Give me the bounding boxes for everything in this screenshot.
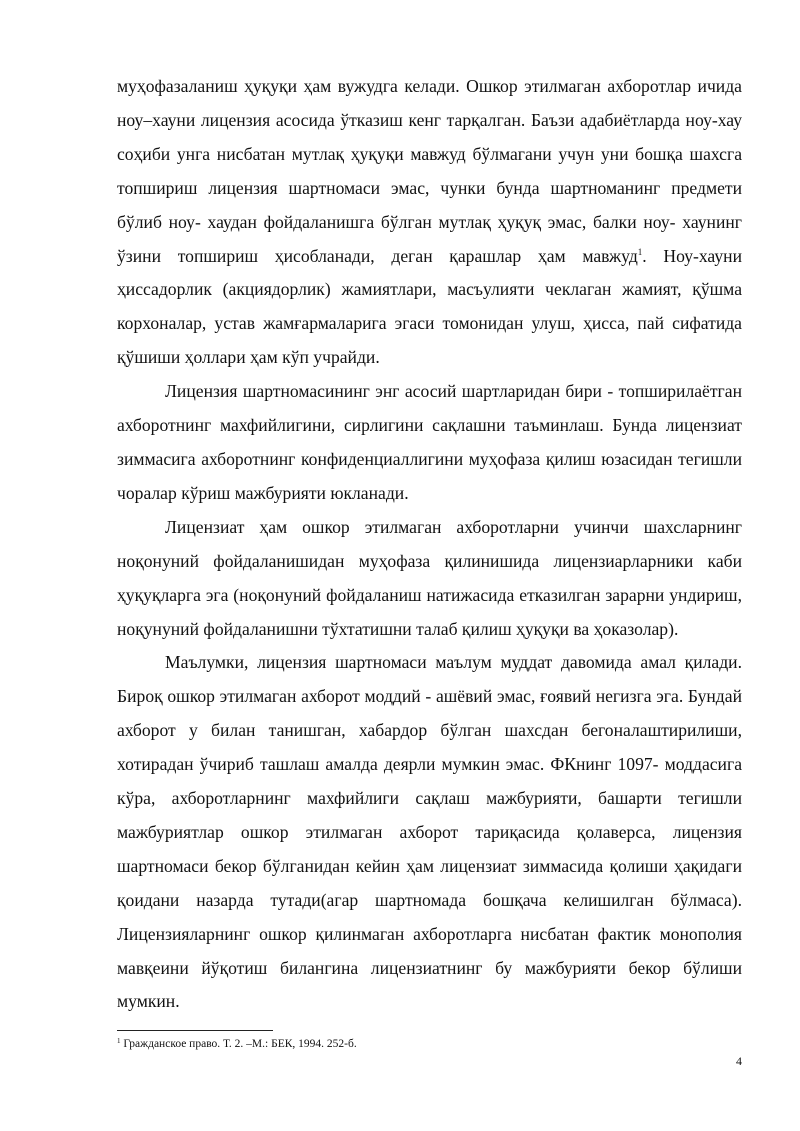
footnote [117, 1037, 742, 1051]
footnote-text: Гражданское право. Т. 2. –М.: БЕК, 1994. 252-б. [120, 1038, 357, 1050]
footnote-separator [117, 1030, 273, 1031]
paragraph-2: Лицензия шартномасининг энг асосий шартларидан бири - топширилаётган ахборотнинг махфийлигини, сирлигини сақлашни таъминлаш. Бунда лицензиат зиммасига ахборотнинг конфиденциаллигини муҳофаза қилиш юзасидан тегишли чоралар кўриш мажбурияти юкланади. [117, 381, 742, 503]
paragraph-1 [117, 70, 742, 375]
page-number: 4 [736, 1054, 742, 1068]
paragraph-4: Маълумки, лицензия шартномаси маълум муддат давомида амал қилади. Бироқ ошкор этилмаган ахборот моддий - ашёвий эмас, ғоявий негизга эга. Бундай ахборот у билан танишган, хабардор бўлган шахсдан бегоналаштирилиши, хотирадан ўчириб ташлаш амалда деярли мумкин эмас. ФКнинг 1097- моддасига кўра, ахборотларнинг махфийлиги сақлаш мажбурияти, башарти тегишли мажбуриятлар ошкор этилмаган ахборот тариқасида қолаверса, лицензия шартномаси бекор бўлганидан кейин ҳам лицензиат зиммасида қолиши ҳақидаги қоидани назарда тутади(агар шартномада бошқача келишилган бўлмаса). Лицензияларнинг ошкор қилинмаган ахборотларга нисбатан фактик монополия мавқеини йўқотиш билангина лицензиатнинг бу мажбурияти бекор бўлиши мумкин. [117, 652, 742, 1012]
footnote-reference[interactable]: 1 [637, 246, 643, 257]
paragraph-1-text-b: . Ноу-хауни ҳиссадорлик (акциядорлик) жамиятлари, масъулияти чеклаган жамият, қўшма корхоналар, устав жамғармаларига эгаси томонидан улуш, ҳисса, пай сифатида қўшиши ҳоллари ҳам кўп учрайди. [117, 245, 742, 368]
footnote-number: 1 [117, 1037, 121, 1045]
paragraph-1-text-a: муҳофазаланиш ҳуқуқи ҳам вужудга келади. Ошкор этилмаган ахборотлар ичида ноу–хауни лицензия асосида ўтказиш кенг тарқалган. Баъзи адабиётларда ноу-хау соҳиби унга нисбатан мутлақ ҳуқуқи мавжуд бўлмагани учун уни бошқа шахсга топшириш лицензия шартномаси эмас, чунки бунда шартноманинг предмети бўлиб ноу- хаудан фойдаланишга бўлган мутлақ ҳуқуқ эмас, балки ноу- хаунинг ўзини топшириш ҳисобланади, деган қарашлар ҳам мавжуд [117, 76, 742, 266]
paragraph-3: Лицензиат ҳам ошкор этилмаган ахборотларни учинчи шахсларнинг ноқонуний фойдаланишидан муҳофаза қилинишида лицензиарларники каби ҳуқуқларга эга (ноқонуний фойдаланиш натижасида етказилган зарарни ундириш, ноқунуний фойдаланишни тўхтатишни талаб қилиш ҳуқуқи ва ҳоказолар). [117, 516, 742, 639]
page-body [117, 70, 742, 1019]
